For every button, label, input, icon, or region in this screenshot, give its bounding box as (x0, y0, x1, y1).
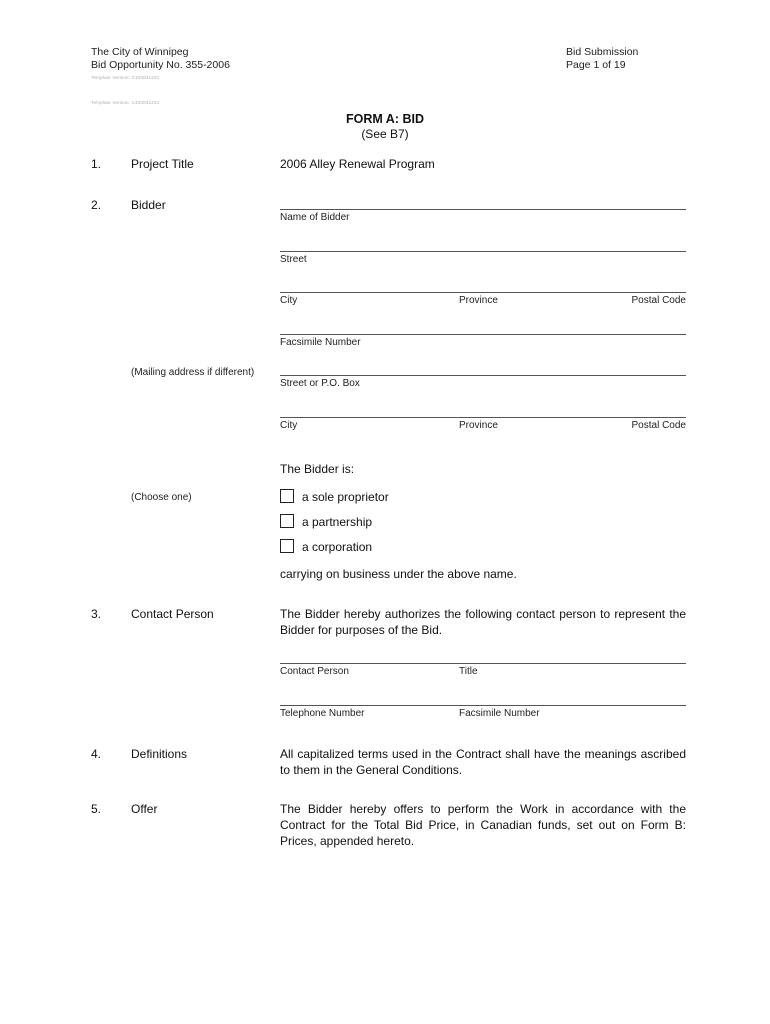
contact-person-paragraph: The Bidder hereby authorizes the following contact person to represent the Bidder for purposes of the Bid. (280, 607, 686, 637)
header-page-number: Page 1 of 19 (566, 59, 626, 71)
bidder-fax-label: Facsimile Number (280, 337, 361, 348)
contact-person-label: Contact Person (280, 666, 349, 677)
bidder-postal-label: Postal Code (631, 295, 686, 306)
offer-paragraph: The Bidder hereby offers to perform the Work in accordance with the Contract for the Total Bid Price, in Canadian funds, set out on Form B: Prices, appended hereto. (280, 802, 686, 848)
contact-person-field[interactable] (280, 663, 686, 664)
section-5-number: 5. (91, 802, 102, 816)
form-title: FORM A: BID (346, 112, 424, 126)
business-name-note: carrying on business under the above name. (280, 567, 517, 581)
template-version-1: Template Version: C420041231 (91, 75, 160, 80)
sole-proprietor-checkbox[interactable] (280, 489, 294, 503)
mailing-street-field[interactable] (280, 375, 686, 376)
bidder-is-label: The Bidder is: (280, 462, 355, 476)
sole-proprietor-label: a sole proprietor (302, 490, 389, 504)
telephone-label: Telephone Number (280, 708, 365, 719)
bidder-fax-field[interactable] (280, 334, 686, 335)
mailing-city-label: City (280, 420, 298, 431)
section-1-number: 1. (91, 157, 102, 171)
section-3-number: 3. (91, 607, 102, 621)
bidder-city-field[interactable] (280, 292, 686, 293)
section-5-title: Offer (131, 802, 158, 816)
mailing-address-note: (Mailing address if different) (131, 367, 255, 378)
section-1-title: Project Title (131, 157, 194, 171)
mailing-city-field[interactable] (280, 417, 686, 418)
contact-fax-label: Facsimile Number (459, 708, 540, 719)
bidder-province-label: Province (459, 295, 498, 306)
contact-phone-field[interactable] (280, 705, 686, 706)
definitions-paragraph: All capitalized terms used in the Contract shall have the meanings ascribed to them in the General Conditions. (280, 747, 686, 777)
corporation-label: a corporation (302, 540, 373, 554)
mailing-postal-label: Postal Code (631, 420, 686, 431)
bidder-name-field[interactable] (280, 209, 686, 210)
partnership-label: a partnership (302, 515, 373, 529)
header-submission: Bid Submission (566, 46, 639, 58)
bidder-name-label: Name of Bidder (280, 212, 350, 223)
choose-one-note: (Choose one) (131, 492, 192, 503)
header-bid-opportunity: Bid Opportunity No. 355-2006 (91, 59, 230, 71)
header-org: The City of Winnipeg (91, 46, 189, 58)
mailing-street-label: Street or P.O. Box (280, 378, 360, 389)
bidder-street-field[interactable] (280, 251, 686, 252)
mailing-province-label: Province (459, 420, 498, 431)
partnership-checkbox[interactable] (280, 514, 294, 528)
section-3-title: Contact Person (131, 607, 214, 621)
template-version-2: Template Version: C420041231 (91, 100, 160, 105)
section-4-number: 4. (91, 747, 102, 761)
section-2-number: 2. (91, 198, 102, 212)
corporation-checkbox[interactable] (280, 539, 294, 553)
bidder-city-label: City (280, 295, 298, 306)
contact-title-label: Title (459, 666, 478, 677)
section-2-title: Bidder (131, 198, 166, 212)
project-title-value: 2006 Alley Renewal Program (280, 157, 435, 171)
section-4-title: Definitions (131, 747, 188, 761)
form-subtitle: (See B7) (361, 127, 409, 141)
bidder-street-label: Street (280, 254, 307, 265)
